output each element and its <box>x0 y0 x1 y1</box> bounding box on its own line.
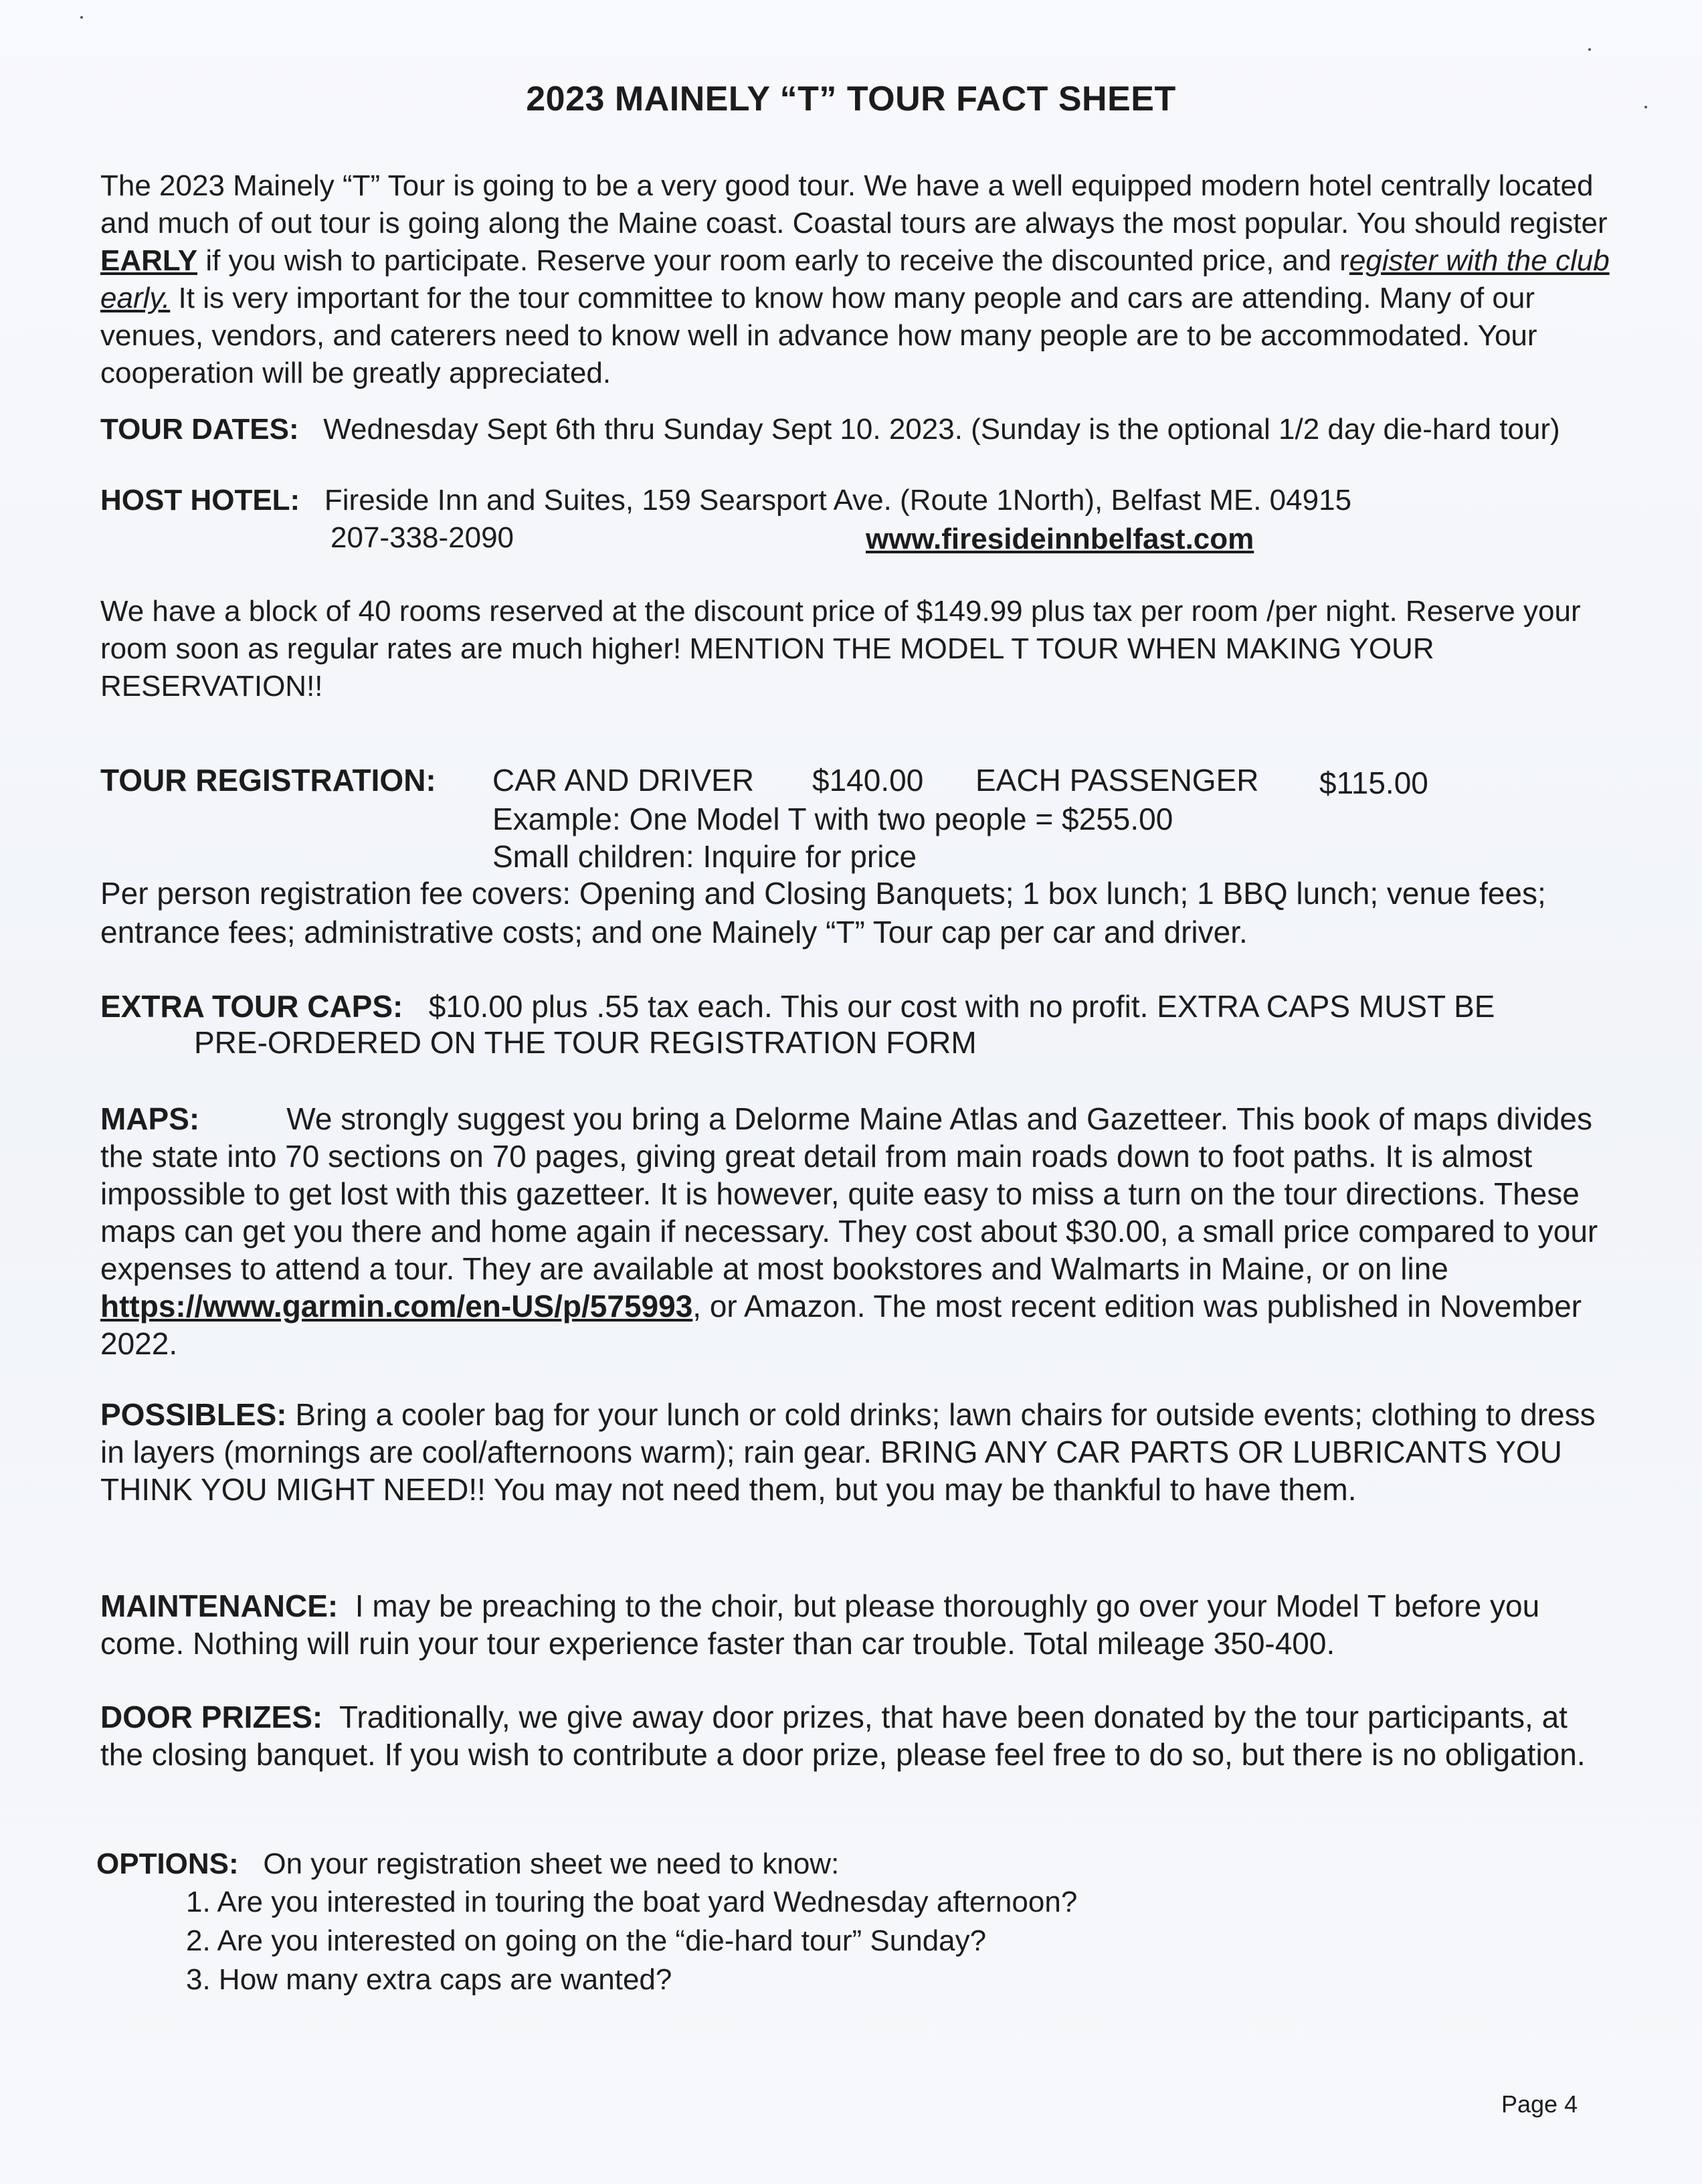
maps-text-2: , or Amazon. The most recent edition was published in November 2022. <box>100 1289 1582 1361</box>
scan-speck <box>1588 48 1591 51</box>
early-emphasis: EARLY <box>100 244 198 277</box>
extra-caps-label: EXTRA TOUR CAPS: <box>100 989 403 1024</box>
maps-paragraph <box>100 1100 1612 1362</box>
tour-dates-text: Wednesday Sept 6th thru Sunday Sept 10. 2023. (Sunday is the optional 1/2 day die-hard tour) <box>323 413 1560 446</box>
car-driver-price: $140.00 <box>812 763 924 798</box>
host-hotel-section <box>100 482 1612 519</box>
possibles-label: POSSIBLES: <box>100 1397 287 1432</box>
registration-children: Small children: Inquire for price <box>492 839 917 874</box>
extra-caps-line2: PRE-ORDERED ON THE TOUR REGISTRATION FORM <box>194 1025 977 1060</box>
garmin-link[interactable]: https://www.garmin.com/en-US/p/575993 <box>100 1289 693 1324</box>
registration-example: Example: One Model T with two people = $255.00 <box>492 802 1173 836</box>
register-early-link[interactable]: egister with the club early. <box>100 244 1610 314</box>
door-prizes-label: DOOR PRIZES: <box>100 1700 323 1734</box>
tour-dates-section <box>100 411 1612 448</box>
registration-label: TOUR REGISTRATION: <box>100 763 436 798</box>
options-item-2: 2. Are you interested on going on the “die-hard tour” Sunday? <box>186 1924 987 1957</box>
extra-caps-text: $10.00 plus .55 tax each. This our cost with no profit. EXTRA CAPS MUST BE <box>428 989 1495 1024</box>
intro-text-3: It is very important for the tour committee to know how many people and cars are attending. Many of our venues, vendors, and caterers need to know well in advance how many people are to be accommodated. Your cooperation will be greatly appreciated. <box>100 282 1537 389</box>
maintenance-label: MAINTENANCE: <box>100 1588 339 1623</box>
intro-text-2: if you wish to participate. Reserve your room early to receive the discounted price, and r <box>197 244 1349 277</box>
page-title: 2023 MAINELY “T” TOUR FACT SHEET <box>526 80 1176 118</box>
maps-label: MAPS: <box>100 1101 200 1136</box>
options-list <box>186 1883 1077 1999</box>
host-hotel-label: HOST HOTEL: <box>100 484 300 517</box>
scan-speck <box>80 16 83 19</box>
car-driver-label: CAR AND DRIVER <box>492 763 755 798</box>
page-number: Page 4 <box>1501 2090 1578 2118</box>
intro-text-1: The 2023 Mainely “T” Tour is going to be a very good tour. We have a well equipped modern hotel centrally located and much of out tour is going along the Maine coast. Coastal tours are always the most popular. You should register <box>100 169 1608 240</box>
passenger-price: $115.00 <box>1319 765 1428 800</box>
extra-caps-line1 <box>100 988 1495 1025</box>
door-prizes-paragraph <box>100 1698 1612 1773</box>
host-hotel-phone: 207-338-2090 <box>330 521 514 554</box>
options-label: OPTIONS: <box>96 1847 239 1880</box>
possibles-paragraph <box>100 1396 1612 1508</box>
possibles-text: Bring a cooler bag for your lunch or cold drinks; lawn chairs for outside events; clothing to dress in layers (mornings are cool/afternoons warm); rain gear. BRING ANY CAR PARTS OR LUBRICANTS YOU THINK YOU MIGHT NEED!! You may not need them, but you may be thankful to have them. <box>100 1397 1596 1507</box>
options-intro: On your registration sheet we need to know: <box>263 1847 840 1880</box>
host-hotel-website-link[interactable]: www.firesideinnbelfast.com <box>866 523 1254 555</box>
maps-text-1: We strongly suggest you bring a Delorme Maine Atlas and Gazetteer. This book of maps divides the state into 70 sections on 70 pages, giving great detail from main roads down to foot paths. It is almost impossible to get lost with this gazetteer. It is however, quite easy to miss a turn on the tour directions. These maps can get you there and home again if necessary. They cost about $30.00, a small price compared to your expenses to attend a tour. They are available at most bookstores and Walmarts in Maine, or on line <box>100 1101 1598 1286</box>
registration-covers: Per person registration fee covers: Opening and Closing Banquets; 1 box lunch; 1 BBQ lunch; venue fees; entrance fees; administrative costs; and one Mainely “T” Tour cap per car and driver. <box>100 876 1546 949</box>
maintenance-text: I may be preaching to the choir, but please thoroughly go over your Model T before you come. Nothing will ruin your tour experience faster than car trouble. Total mileage 350-400. <box>100 1588 1540 1661</box>
options-heading <box>96 1845 839 1883</box>
options-item-3: 3. How many extra caps are wanted? <box>186 1963 672 1996</box>
rooms-paragraph: We have a block of 40 rooms reserved at the discount price of $149.99 plus tax per room /per night. Reserve your room soon as regular rates are much higher! MENTION THE MODEL T TOUR WHEN MAKING YOUR RESERVATION!! <box>100 595 1581 703</box>
tour-dates-label: TOUR DATES: <box>100 413 299 446</box>
passenger-label: EACH PASSENGER <box>975 763 1259 798</box>
host-hotel-address: Fireside Inn and Suites, 159 Searsport Ave. (Route 1North), Belfast ME. 04915 <box>324 484 1352 517</box>
maintenance-paragraph <box>100 1587 1612 1662</box>
intro-paragraph <box>100 167 1612 392</box>
options-item-1: 1. Are you interested in touring the boat yard Wednesday afternoon? <box>186 1886 1078 1918</box>
door-prizes-text: Traditionally, we give away door prizes, that have been donated by the tour participants, at the closing banquet. If you wish to contribute a door prize, please feel free to do so, but there is no obligation. <box>100 1700 1586 1772</box>
